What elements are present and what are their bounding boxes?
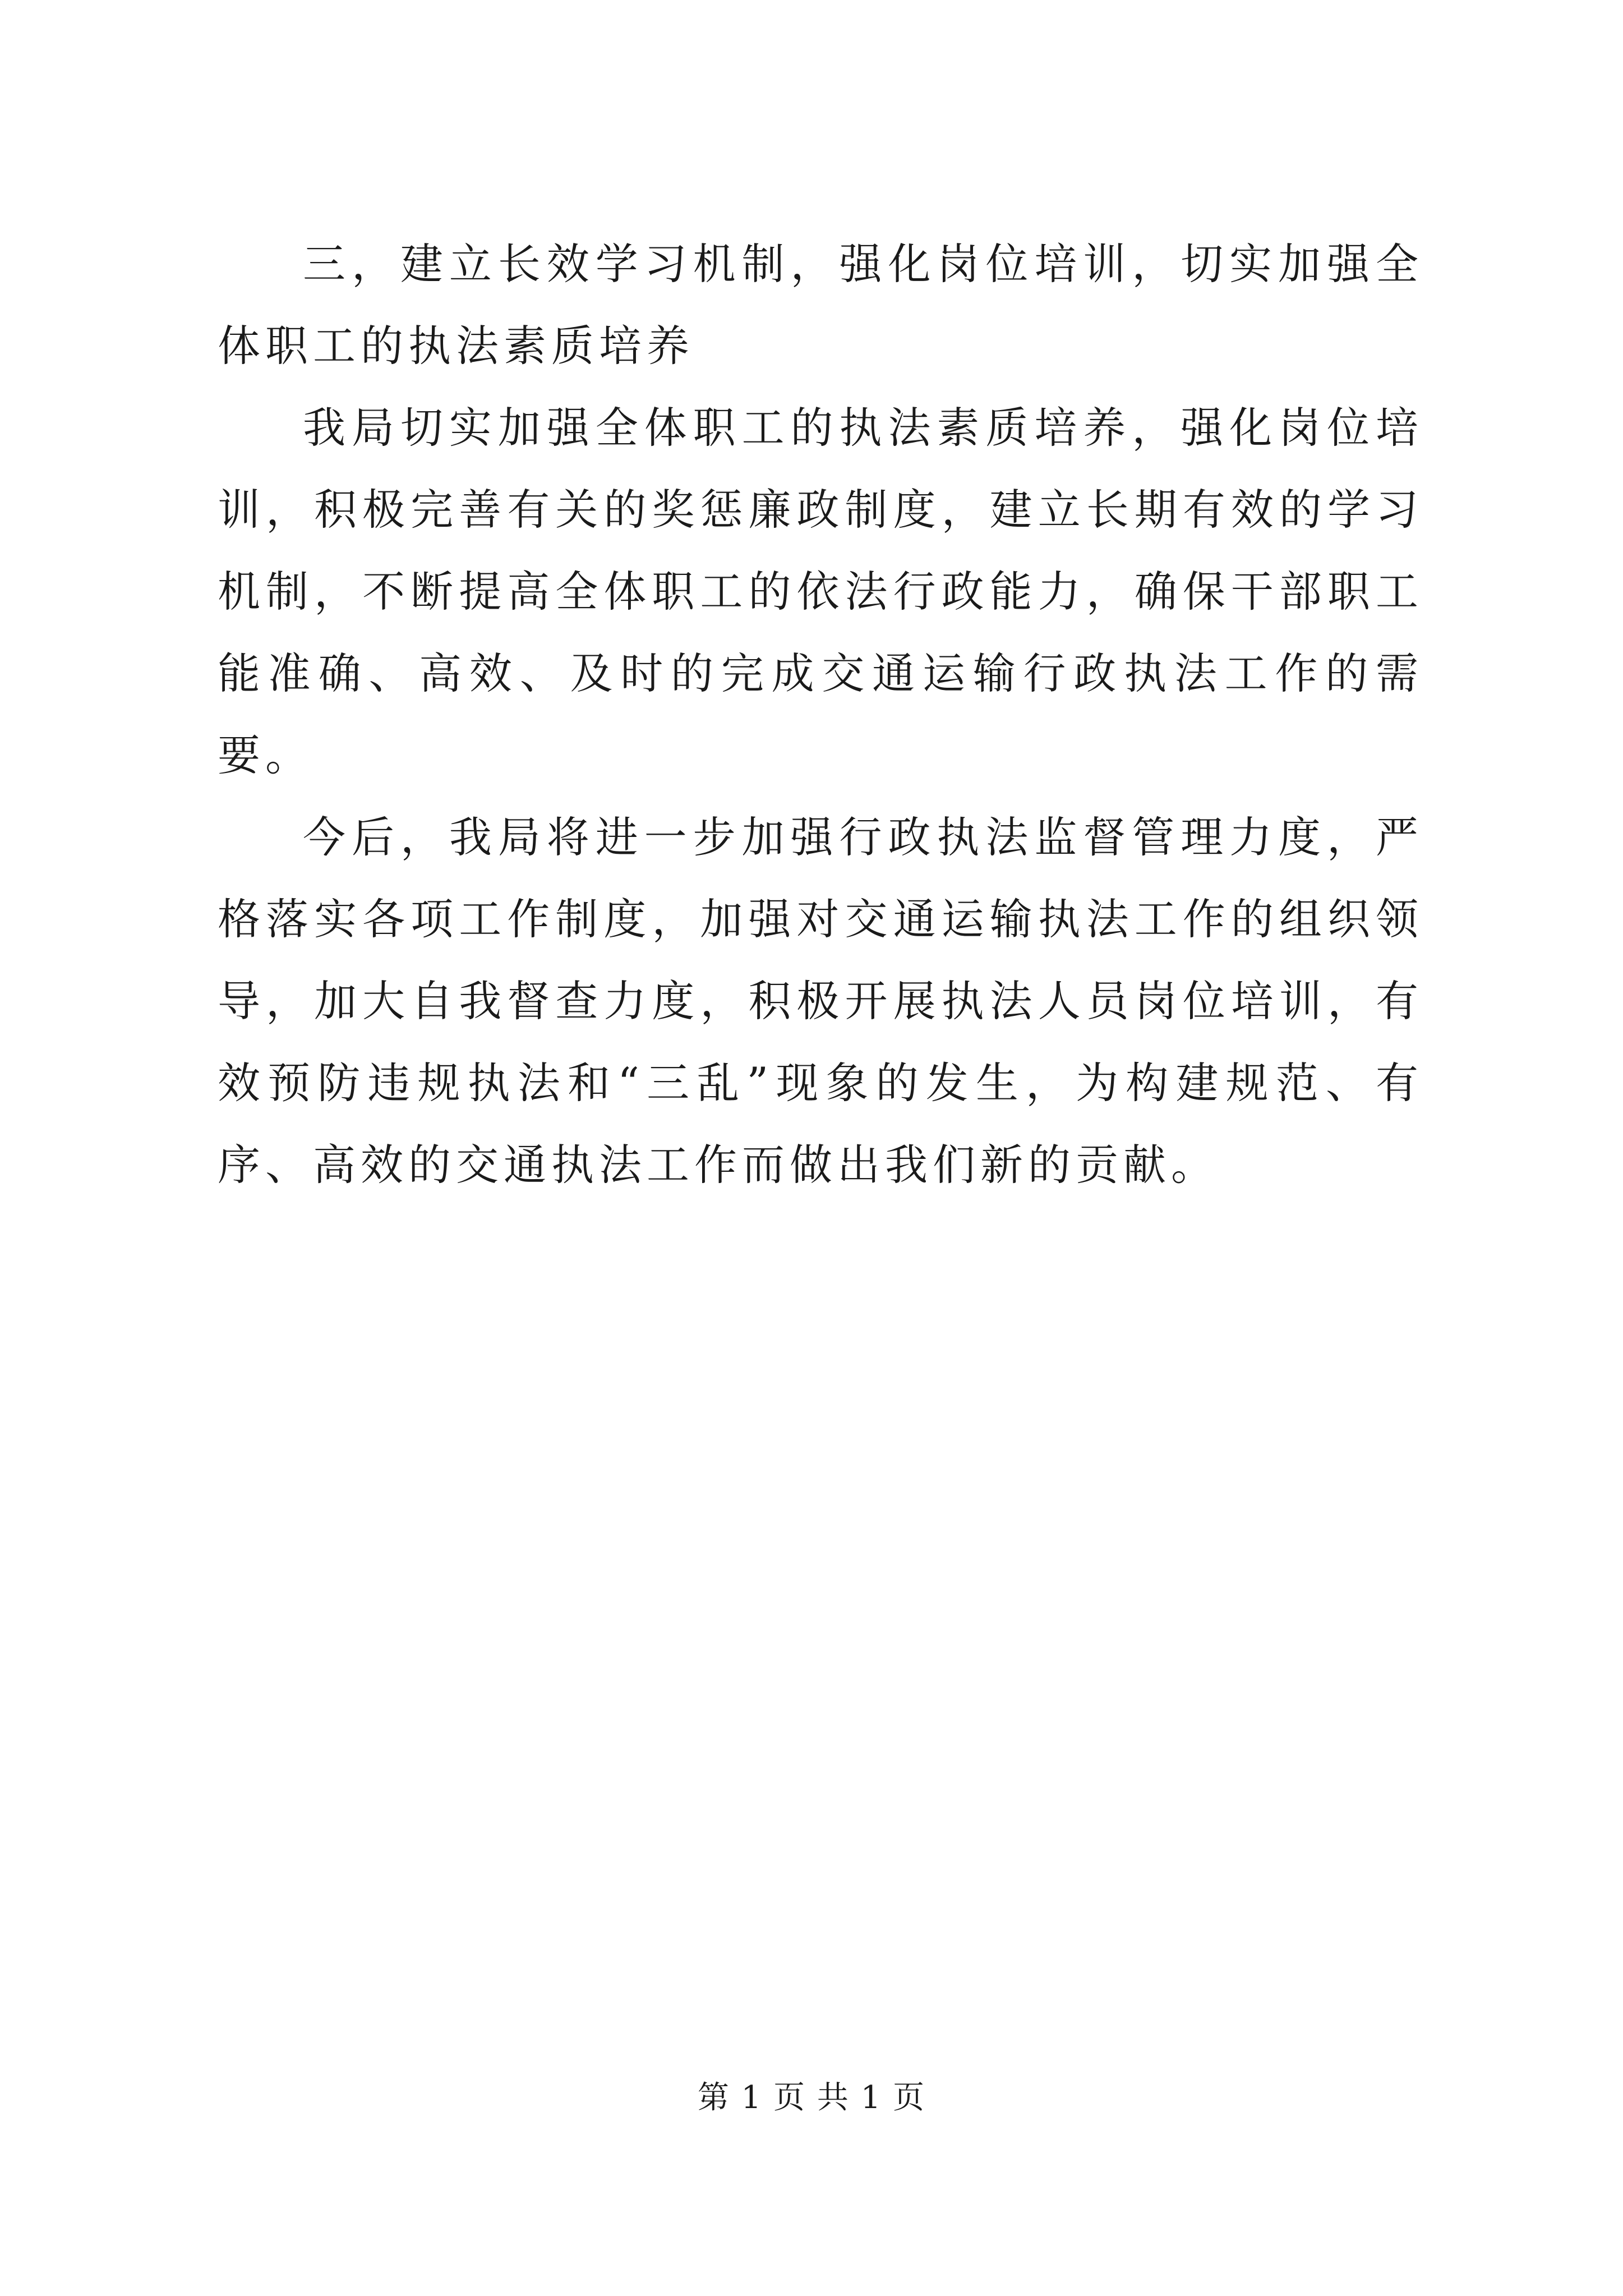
- section-heading: 三，建立长效学习机制，强化岗位培训，切实加强全体职工的执法素质培养: [218, 239, 1423, 371]
- page-number-footer: 第 1 页 共 1 页: [697, 2079, 926, 2116]
- body-paragraph: 今后，我局将进一步加强行政执法监督管理力度，严格落实各项工作制度，加强对交通运输执法工作的组织领导，加大自我督查力度，积极开展执法人员岗位培训，有效预防违规执法和“三乱”现象的发生，为构建规范、有序、高效的交通执法工作而做出我们新的贡献。: [218, 812, 1423, 1190]
- body-paragraph: 我局切实加强全体职工的执法素质培养，强化岗位培训，积极完善有关的奖惩廉政制度，建立长期有效的学习机制，不断提高全体职工的依法行政能力，确保干部职工能准确、高效、及时的完成交通运输行政执法工作的需要。: [218, 403, 1423, 780]
- document-body: [218, 223, 1423, 1206]
